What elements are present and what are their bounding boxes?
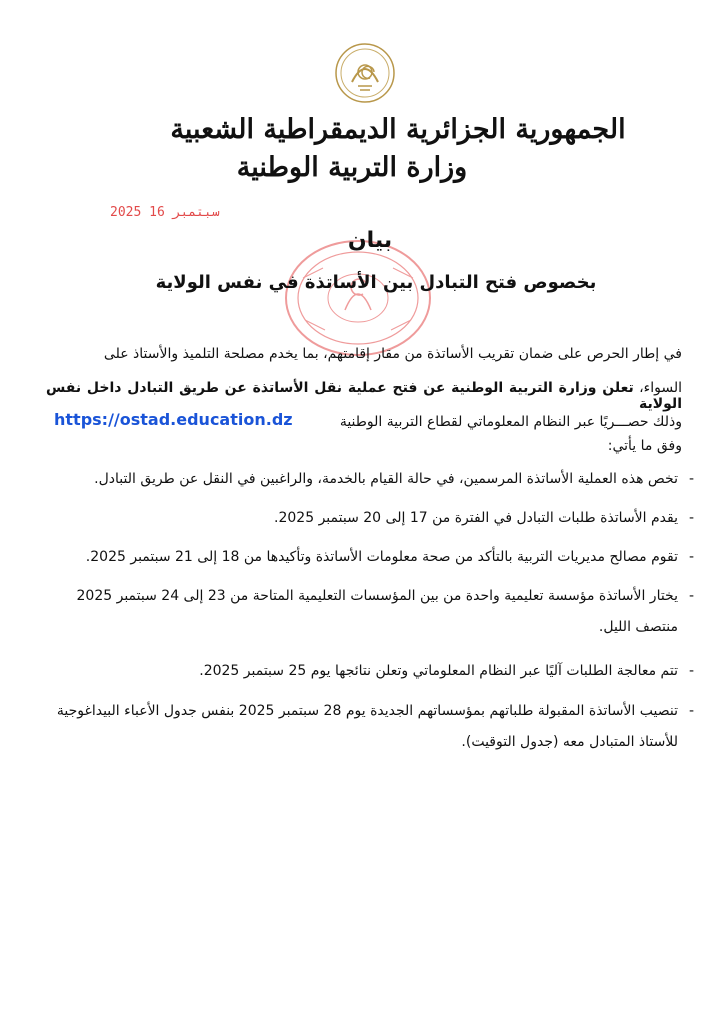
intro-line-2-prefix: السواء، [639, 380, 682, 396]
ostad-platform-link[interactable]: https://ostad.education.dz [54, 410, 293, 429]
republic-name: الجمهورية الجزائرية الديمقراطية الشعبية [170, 114, 626, 145]
intro-line-1: في إطار الحرص على ضمان تقريب الأساتذة من مقار إقامتهم، بما يخدم مصلحة التلميذ والأستاذ على [103, 346, 682, 362]
list-item [56, 656, 694, 687]
national-emblem-icon [334, 42, 396, 104]
ministry-name: وزارة التربية الوطنية [236, 152, 468, 183]
page-subtitle: بخصوص فتح التبادل بين الأساتذة في نفس الولاية [155, 272, 597, 293]
list-item [56, 542, 694, 573]
list-dash: - [688, 588, 694, 604]
intro-line-2 [46, 380, 682, 412]
list-item [56, 503, 694, 534]
list-item-text: يقدم الأساتذة طلبات التبادل في الفترة من 17 إلى 20 سبتمبر 2025. [274, 510, 678, 526]
list-item [56, 464, 694, 495]
list-item [56, 581, 694, 643]
list-dash: - [688, 663, 694, 679]
official-seal-icon [283, 238, 433, 358]
date-stamp: 2025 سبتمبر 16 [110, 205, 220, 220]
list-item-text: تنصيب الأساتذة المقبولة طلباتهم بمؤسساتهم الجديدة يوم 28 سبتمبر 2025 بنفس جدول الأعباء البيداغوجية للأستاذ المتبادل معه (جدول التوقيت). [56, 703, 678, 750]
list-item [56, 696, 694, 758]
page-title: بيان [347, 228, 393, 253]
list-dash: - [688, 510, 694, 526]
intro-line-4: وفق ما يأتي: [607, 438, 682, 454]
intro-announcement: تعلن وزارة التربية الوطنية عن فتح عملية نقل الأساتذة عن طريق التبادل داخل نفس الولاية [46, 380, 682, 412]
list-dash: - [688, 549, 694, 565]
list-item-text: يختار الأساتذة مؤسسة تعليمية واحدة من بين المؤسسات التعليمية المتاحة من 23 إلى 24 سبتمبر 2025 منتصف الليل. [76, 588, 678, 635]
list-dash: - [688, 703, 694, 719]
list-dash: - [688, 471, 694, 487]
intro-line-3: وذلك حصـــريًا عبر النظام المعلوماتي لقطاع التربية الوطنية [339, 414, 682, 430]
list-item-text: تقوم مصالح مديريات التربية بالتأكد من صحة معلومات الأساتذة وتأكيدها من 18 إلى 21 سبتمبر 2025. [85, 549, 678, 565]
list-item-text: تخص هذه العملية الأساتذة المرسمين، في حالة القيام بالخدمة، والراغبين في النقل عن طريق التبادل. [94, 471, 678, 487]
list-item-text: تتم معالجة الطلبات آليًا عبر النظام المعلوماتي وتعلن نتائجها يوم 25 سبتمبر 2025. [199, 663, 678, 679]
